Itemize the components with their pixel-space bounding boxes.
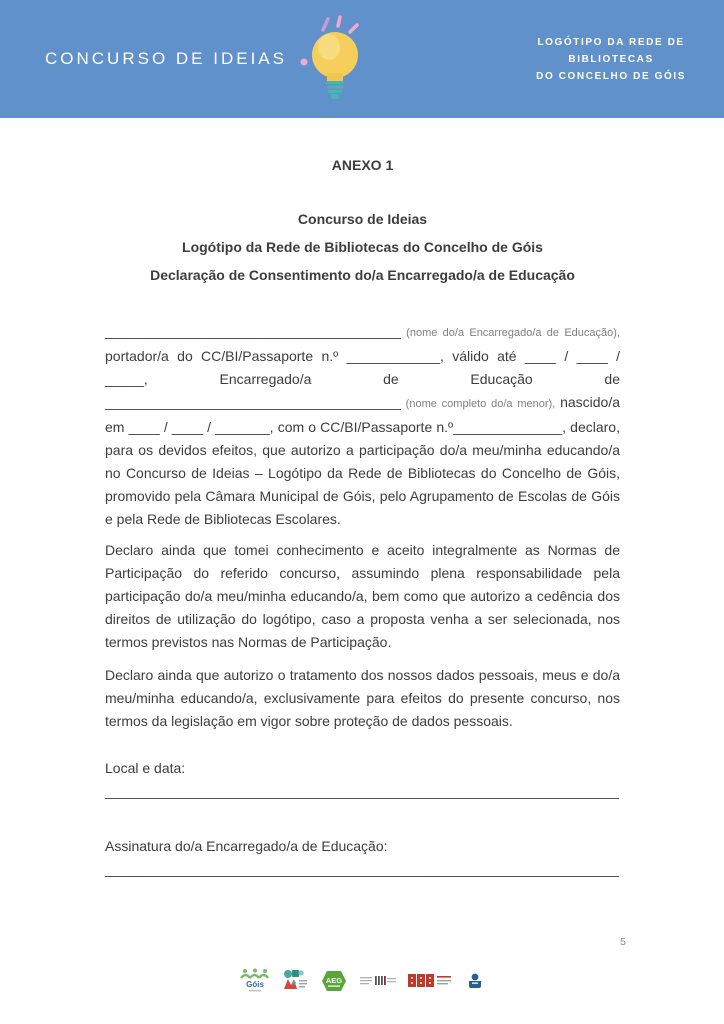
signature-line: __________________________________________________________________ (105, 861, 619, 877)
data-protection-paragraph: Declaro ainda que autorizo o tratamento dos nossos dados pessoais, meus e do/a meu/minha educando/a, exclusivamente para efeitos do presente concurso, nos termos da legislação em vigor sobre proteção de dados pessoais. (105, 667, 620, 729)
guardian-name-note: (nome do/a Encarregado/a de Educação), (400, 327, 620, 339)
municipio-logo (282, 969, 308, 993)
consent-id-segment: portador/a do CC/BI/Passaporte n.º ____________, válido até ____ / ____ / _____, Encarregado/a de Educação de (105, 348, 620, 387)
signature-label: Assinatura do/a Encarregado/a de Educação: (105, 838, 388, 854)
minor-name-note: (nome completo do/a menor), (400, 398, 561, 410)
banner-subtitle-line: BIBLIOTECAS (568, 53, 654, 65)
heading-declaration: Declaração de Consentimento do/a Encarregado/a de Educação (150, 267, 575, 283)
banner (0, 0, 724, 118)
footer-logos (240, 964, 484, 998)
aeg-logo-label: AEG (325, 976, 343, 985)
heading-contest: Concurso de Ideias (297, 211, 428, 227)
seal-logo (466, 972, 484, 990)
place-date-line: __________________________________________________________________ (105, 783, 619, 799)
gois-logo-label: Góis (246, 980, 264, 989)
banner-subtitle (536, 34, 686, 85)
gois-bridge-logo (240, 968, 270, 994)
place-date-label: Local e data: (105, 760, 186, 776)
banner-title: CONCURSO DE IDEIAS (45, 49, 287, 68)
page-number: 5 (620, 936, 626, 948)
banner-subtitle-line: DO CONCELHO DE GÓIS (536, 70, 686, 82)
minor-name-blank: ______________________________________ (105, 394, 401, 410)
rbe-logo (408, 972, 454, 990)
biblioteca-logo (360, 973, 396, 989)
norms-paragraph: Declaro ainda que tomei conhecimento e aceito integralmente as Normas de Participação do referido concurso, assumindo plena responsabilidade pela participação do/a meu/minha educando/a, bem como que autorizo a cedência dos direitos de utilização do logótipo, caso a proposta venha a ser selecionada, nos termos previstos nas Normas de Participação. (105, 542, 620, 650)
lightbulb-icon (293, 15, 371, 110)
document-content (105, 154, 620, 881)
heading-logo: Logótipo da Rede de Bibliotecas do Concelho de Góis (182, 239, 543, 255)
consent-paragraph (105, 320, 620, 531)
guardian-name-blank: ______________________________________ (105, 323, 401, 339)
banner-subtitle-line: LOGÓTIPO DA REDE DE (537, 36, 685, 48)
consent-closing-segment: nascido/a em ____ / ____ / _______, com o CC/BI/Passaporte n.º______________, declaro, para os devidos efeitos, que autorizo a participação do/a meu/minha educando/a no Concurso de Ideias – Logótipo da Rede de Bibliotecas do Concelho de Góis, promovido pela Câmara Municipal de Góis, pelo Agrupamento de Escolas de Góis e pela Rede de Bibliotecas Escolares. (105, 394, 620, 527)
annex-title: ANEXO 1 (331, 157, 394, 173)
aeg-logo (320, 969, 348, 993)
